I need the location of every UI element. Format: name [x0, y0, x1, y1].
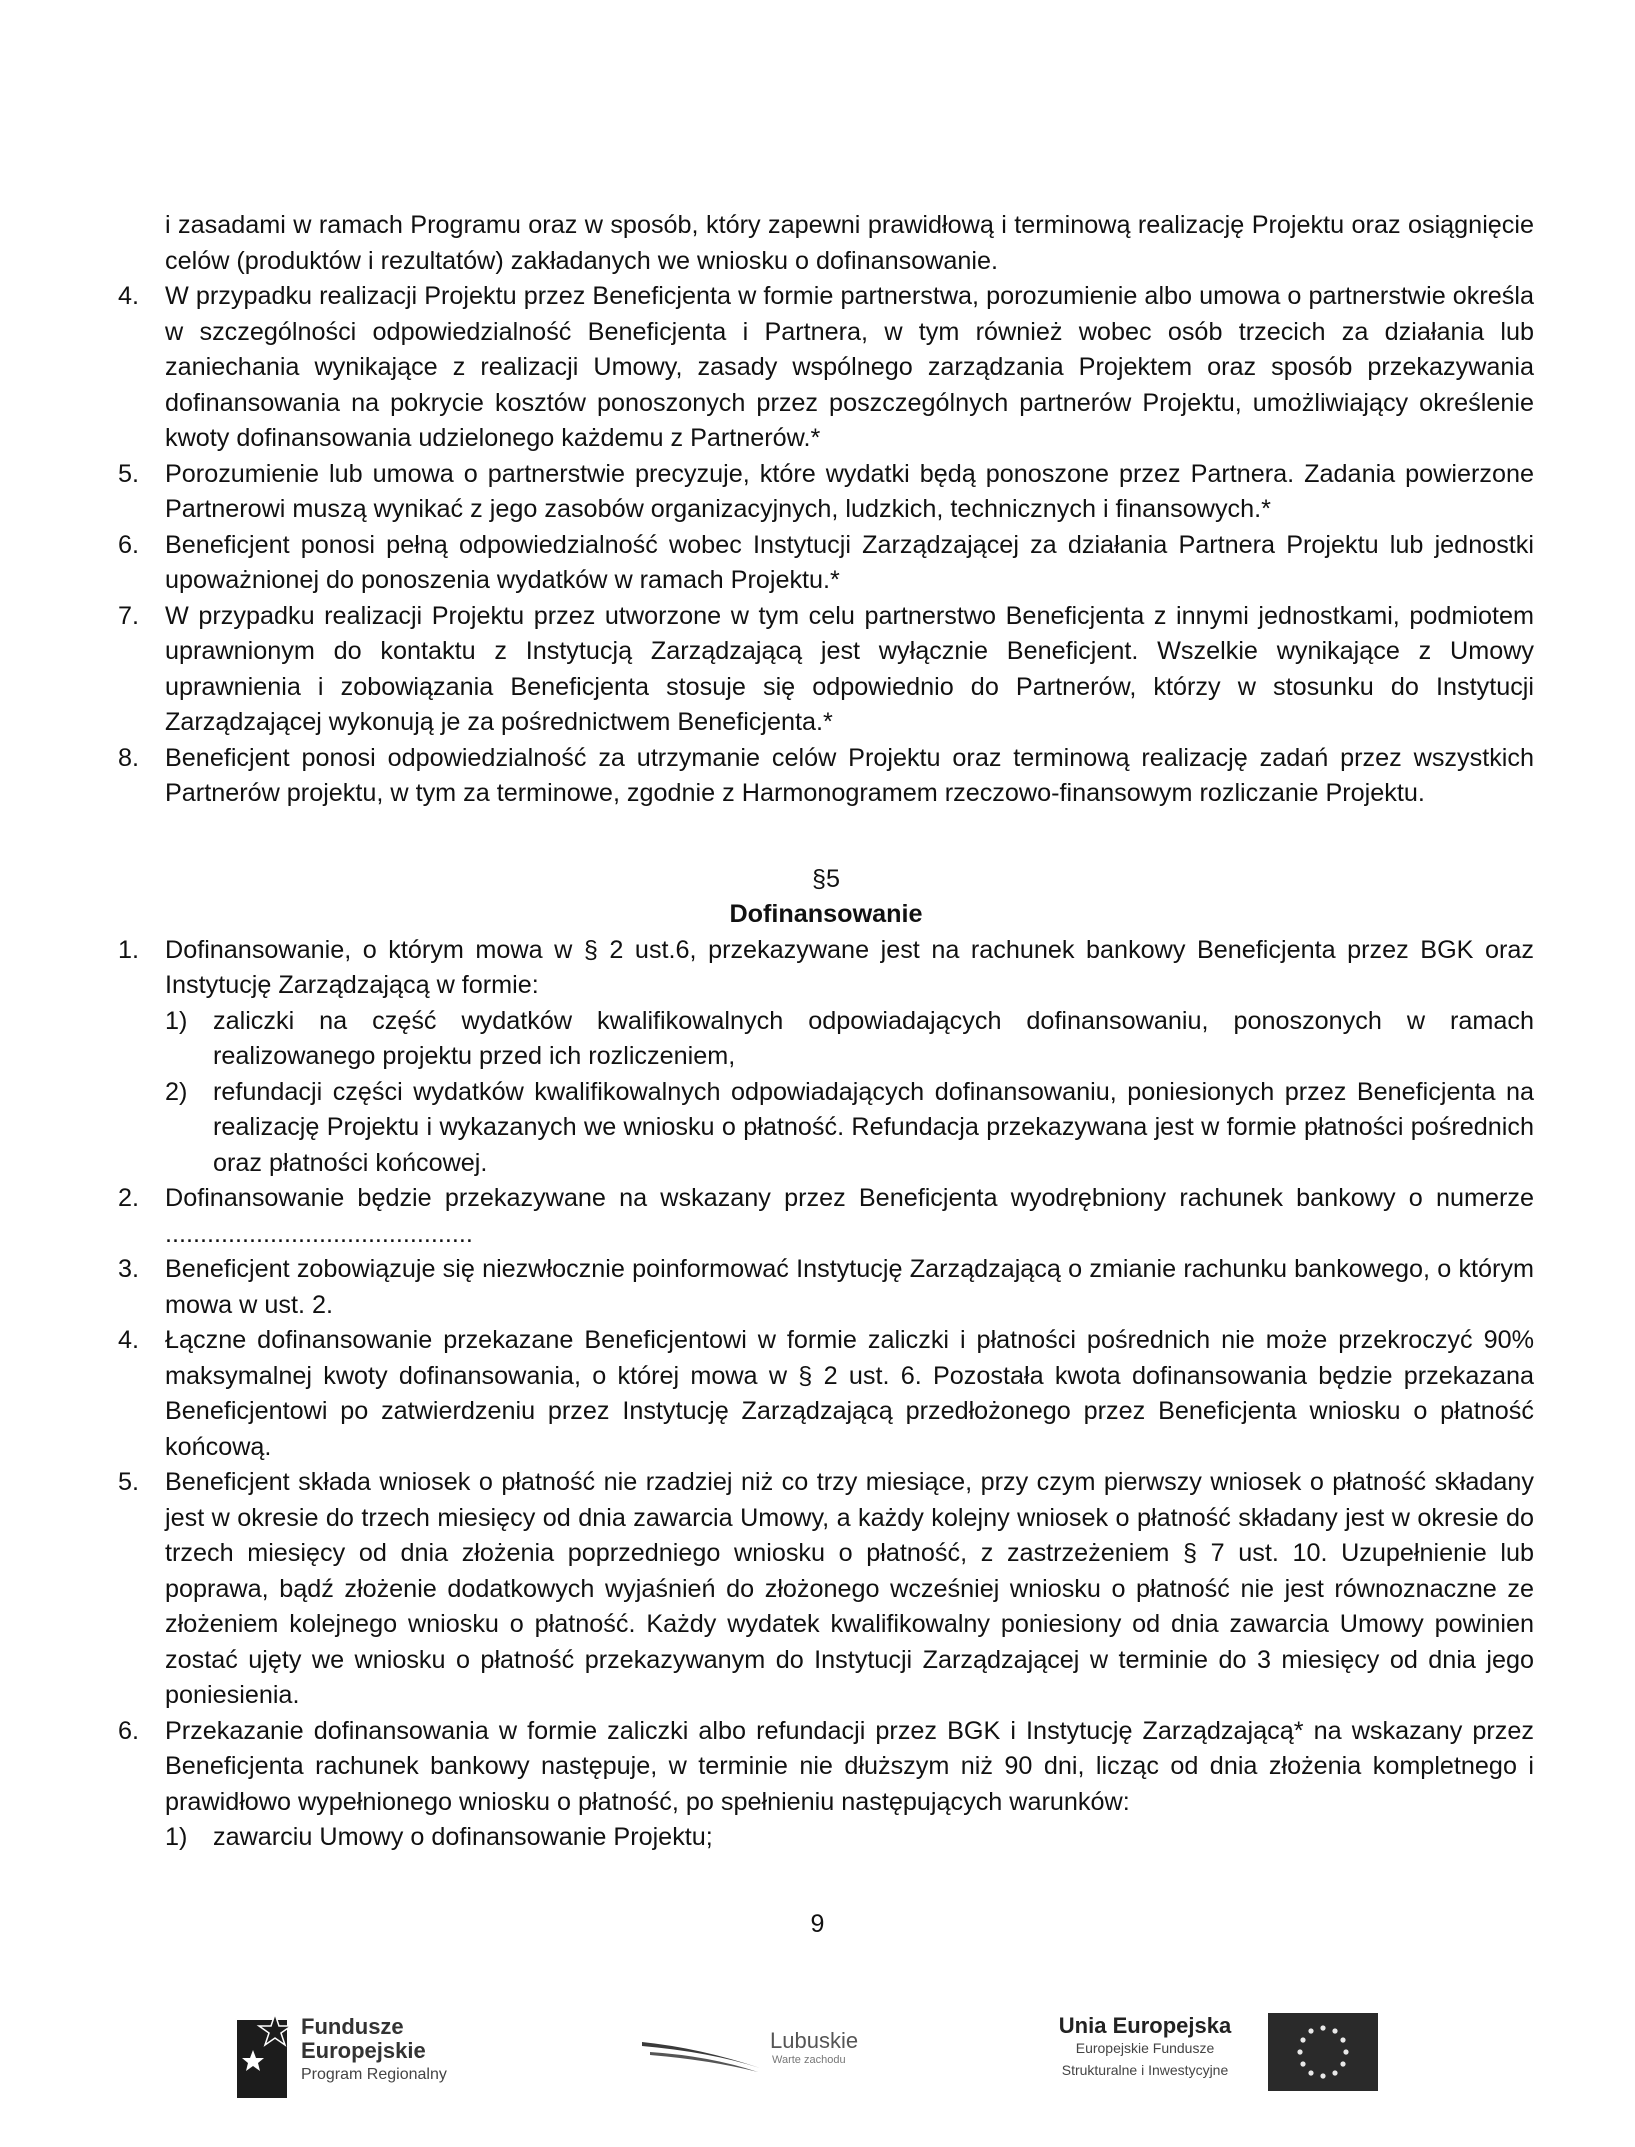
- item-number: 4.: [118, 1326, 140, 1354]
- lubuskie-tagline: Warte zachodu: [772, 2054, 846, 2066]
- section-sign: §5: [811, 864, 841, 893]
- unia-europejska-logo: [1030, 2005, 1370, 2105]
- list-item: [118, 457, 1534, 528]
- item-number: 5.: [118, 1468, 140, 1496]
- sub-item-text: zawarciu Umowy o dofinansowanie Projektu;: [213, 1823, 713, 1851]
- sub-item: [165, 1820, 1534, 1856]
- sub-item-text: zaliczki na część wydatków kwalifikowalnych odpowiadających dofinansowaniu, ponoszonych w ramach realizowanego projektu przed ich rozliczeniem,: [213, 1006, 1534, 1070]
- section-title: Dofinansowanie: [729, 900, 923, 928]
- sub-item-number: 2): [165, 1077, 188, 1106]
- item-text: Przekazanie dofinansowania w formie zaliczki albo refundacji przez BGK i Instytucję Zarządzającą* na wskazany przez Beneficjenta rachunek bankowy następuje, w terminie nie dłuższym niż 90 dni, licząc od dnia złożenia kompletnego i prawidłowo wypełnionego wniosku o płatność, po spełnieniu następujących warunków:: [165, 1716, 1534, 1816]
- list-item: [118, 741, 1534, 812]
- item-text: W przypadku realizacji Projektu przez utworzone w tym celu partnerstwo Beneficjenta z innymi jednostkami, podmiotem uprawnionym do kontaktu z Instytucją Zarządzającą jest wyłącznie Beneficjent. Wszelkie wynikające z Umowy uprawnienia i zobowiązania Beneficjenta stosuje się odpowiednio do Partnerów, którzy w stosunku do Instytucji Zarządzającej wykonują je za pośrednictwem Beneficjenta.*: [165, 601, 1534, 736]
- item-text: Beneficjent zobowiązuje się niezwłocznie poinformować Instytucję Zarządzającą o zmianie rachunku bankowego, o którym mowa w ust. 2.: [165, 1255, 1534, 1319]
- item-text: Beneficjent ponosi pełną odpowiedzialność wobec Instytucji Zarządzającej za działania Partnera Projektu lub jednostki upoważnionej do ponoszenia wydatków w ramach Projektu.*: [165, 530, 1534, 594]
- item-text: Dofinansowanie będzie przekazywane na wskazany przez Beneficjenta wyodrębniony rachunek bankowy o numerze ............................................: [165, 1184, 1534, 1248]
- ue-title: Unia Europejska: [1058, 2013, 1232, 2038]
- list-item: [118, 1714, 1534, 1821]
- item-text: Beneficjent składa wniosek o płatność nie rzadziej niż co trzy miesiące, przy czym pierwszy wniosek o płatność składany jest w okresie do trzech miesięcy od dnia zawarcia Umowy, a każdy kolejny wniosek o płatność składany jest w okresie do trzech miesięcy od dnia złożenia poprzedniego wniosku o płatność, z zastrzeżeniem § 7 ust. 10. Uzupełnienie lub poprawa, bądź złożenie dodatkowych wyjaśnień do złożonego wcześniej wniosku o płatność nie jest równoznaczne ze złożeniem kolejnego wniosku o płatność. Każdy wydatek kwalifikowalny poniesiony od dnia zawarcia Umowy powinien zostać ujęty we wniosku o płatność przekazywanym do Instytucji Zarządzającej w terminie do 3 miesięcy od dnia jego poniesienia.: [165, 1468, 1534, 1709]
- item-number: 7.: [118, 601, 140, 630]
- sub-item: [165, 1075, 1534, 1182]
- item-number: 1.: [118, 935, 140, 964]
- list-item: [118, 599, 1534, 741]
- ue-sub1: Europejskie Fundusze: [1075, 2040, 1215, 2056]
- list-item: [118, 1181, 1534, 1252]
- item-number: 5.: [118, 459, 140, 488]
- list-item: [118, 1465, 1534, 1714]
- eu-flag-icon: [1268, 2013, 1378, 2091]
- fe-line3: Program Regionalny: [301, 2066, 447, 2083]
- item-text: Dofinansowanie, o którym mowa w § 2 ust.6, przekazywane jest na rachunek bankowy Beneficjenta przez BGK oraz Instytucję Zarządzającą w formie:: [165, 935, 1534, 999]
- fe-line1: Fundusze: [301, 2014, 404, 2039]
- item-number: 3.: [118, 1255, 140, 1283]
- ue-sub2: Strukturalne i Inwestycyjne: [1061, 2062, 1229, 2078]
- item-text: W przypadku realizacji Projektu przez Beneficjenta w formie partnerstwa, porozumienie albo umowa o partnerstwie określa w szczególności odpowiedzialność Beneficjenta i Partnera, w tym również wobec osób trzecich za działania lub zaniechania wynikające z realizacji Umowy, zasady wspólnego zarządzania Projektem oraz sposób przekazywania dofinansowania na pokrycie kosztów ponoszonych przez poszczególnych partnerów Projektu, umożliwiający określenie kwoty dofinansowania udzielonego każdemu z Partnerów.*: [165, 282, 1534, 452]
- item-number: 4.: [118, 282, 140, 310]
- intro-paragraph: i zasadami w ramach Programu oraz w sposób, który zapewni prawidłową i terminową realizację Projektu oraz osiągnięcie celów (produktów i rezultatów) zakładanych we wniosku o dofinansowanie.: [165, 211, 1534, 275]
- page-number: 9: [810, 1910, 825, 1938]
- item-number: 8.: [118, 743, 140, 772]
- sub-item-number: 1): [165, 1006, 188, 1035]
- lubuskie-name: Lubuskie: [770, 2028, 859, 2053]
- list-item: [118, 1252, 1534, 1323]
- fe-line2: Europejskie: [301, 2038, 426, 2063]
- item-text: Beneficjent ponosi odpowiedzialność za utrzymanie celów Projektu oraz terminową realizację zadań przez wszystkich Partnerów projektu, w tym za terminowe, zgodnie z Harmonogramem rzeczowo-finansowym rozliczanie Projektu.: [165, 743, 1534, 807]
- footer-logos: [0, 1995, 1635, 2115]
- list-item: [118, 279, 1534, 457]
- item-number: 6.: [118, 530, 140, 559]
- page-content: [118, 208, 1534, 1856]
- item-number: 2.: [118, 1184, 140, 1212]
- sub-item: [165, 1004, 1534, 1075]
- item-text: Porozumienie lub umowa o partnerstwie precyzuje, które wydatki będą ponoszone przez Partnera. Zadania powierzone Partnerowi muszą wynikać z jego zasobów organizacyjnych, ludzkich, technicznych i finansowych.*: [165, 459, 1534, 523]
- fundusze-europejskie-logo: [235, 2005, 495, 2105]
- sub-item-number: 1): [165, 1823, 188, 1851]
- item-text: Łączne dofinansowanie przekazane Beneficjentowi w formie zaliczki i płatności pośrednich nie może przekroczyć 90% maksymalnej kwoty dofinansowania, o której mowa w § 2 ust. 6. Pozostała kwota dofinansowania będzie przekazana Beneficjentowi po zatwierdzeniu przez Instytucję Zarządzającą przedłożonego przez Beneficjenta wniosku o płatność końcową.: [165, 1326, 1534, 1461]
- list-item: [118, 1323, 1534, 1465]
- item-number: 6.: [118, 1716, 140, 1745]
- sub-item-text: refundacji części wydatków kwalifikowalnych odpowiadających dofinansowaniu, poniesionych przez Beneficjenta na realizację Projektu i wykazanych we wniosku o płatność. Refundacja przekazywana jest w formie płatności pośrednich oraz płatności końcowej.: [213, 1077, 1534, 1177]
- fe-star-icon: [235, 2010, 295, 2100]
- lubuskie-logo: [640, 2010, 900, 2100]
- list-item: [118, 933, 1534, 1004]
- lubuskie-swoosh-icon: [640, 2022, 765, 2082]
- list-item: [118, 528, 1534, 599]
